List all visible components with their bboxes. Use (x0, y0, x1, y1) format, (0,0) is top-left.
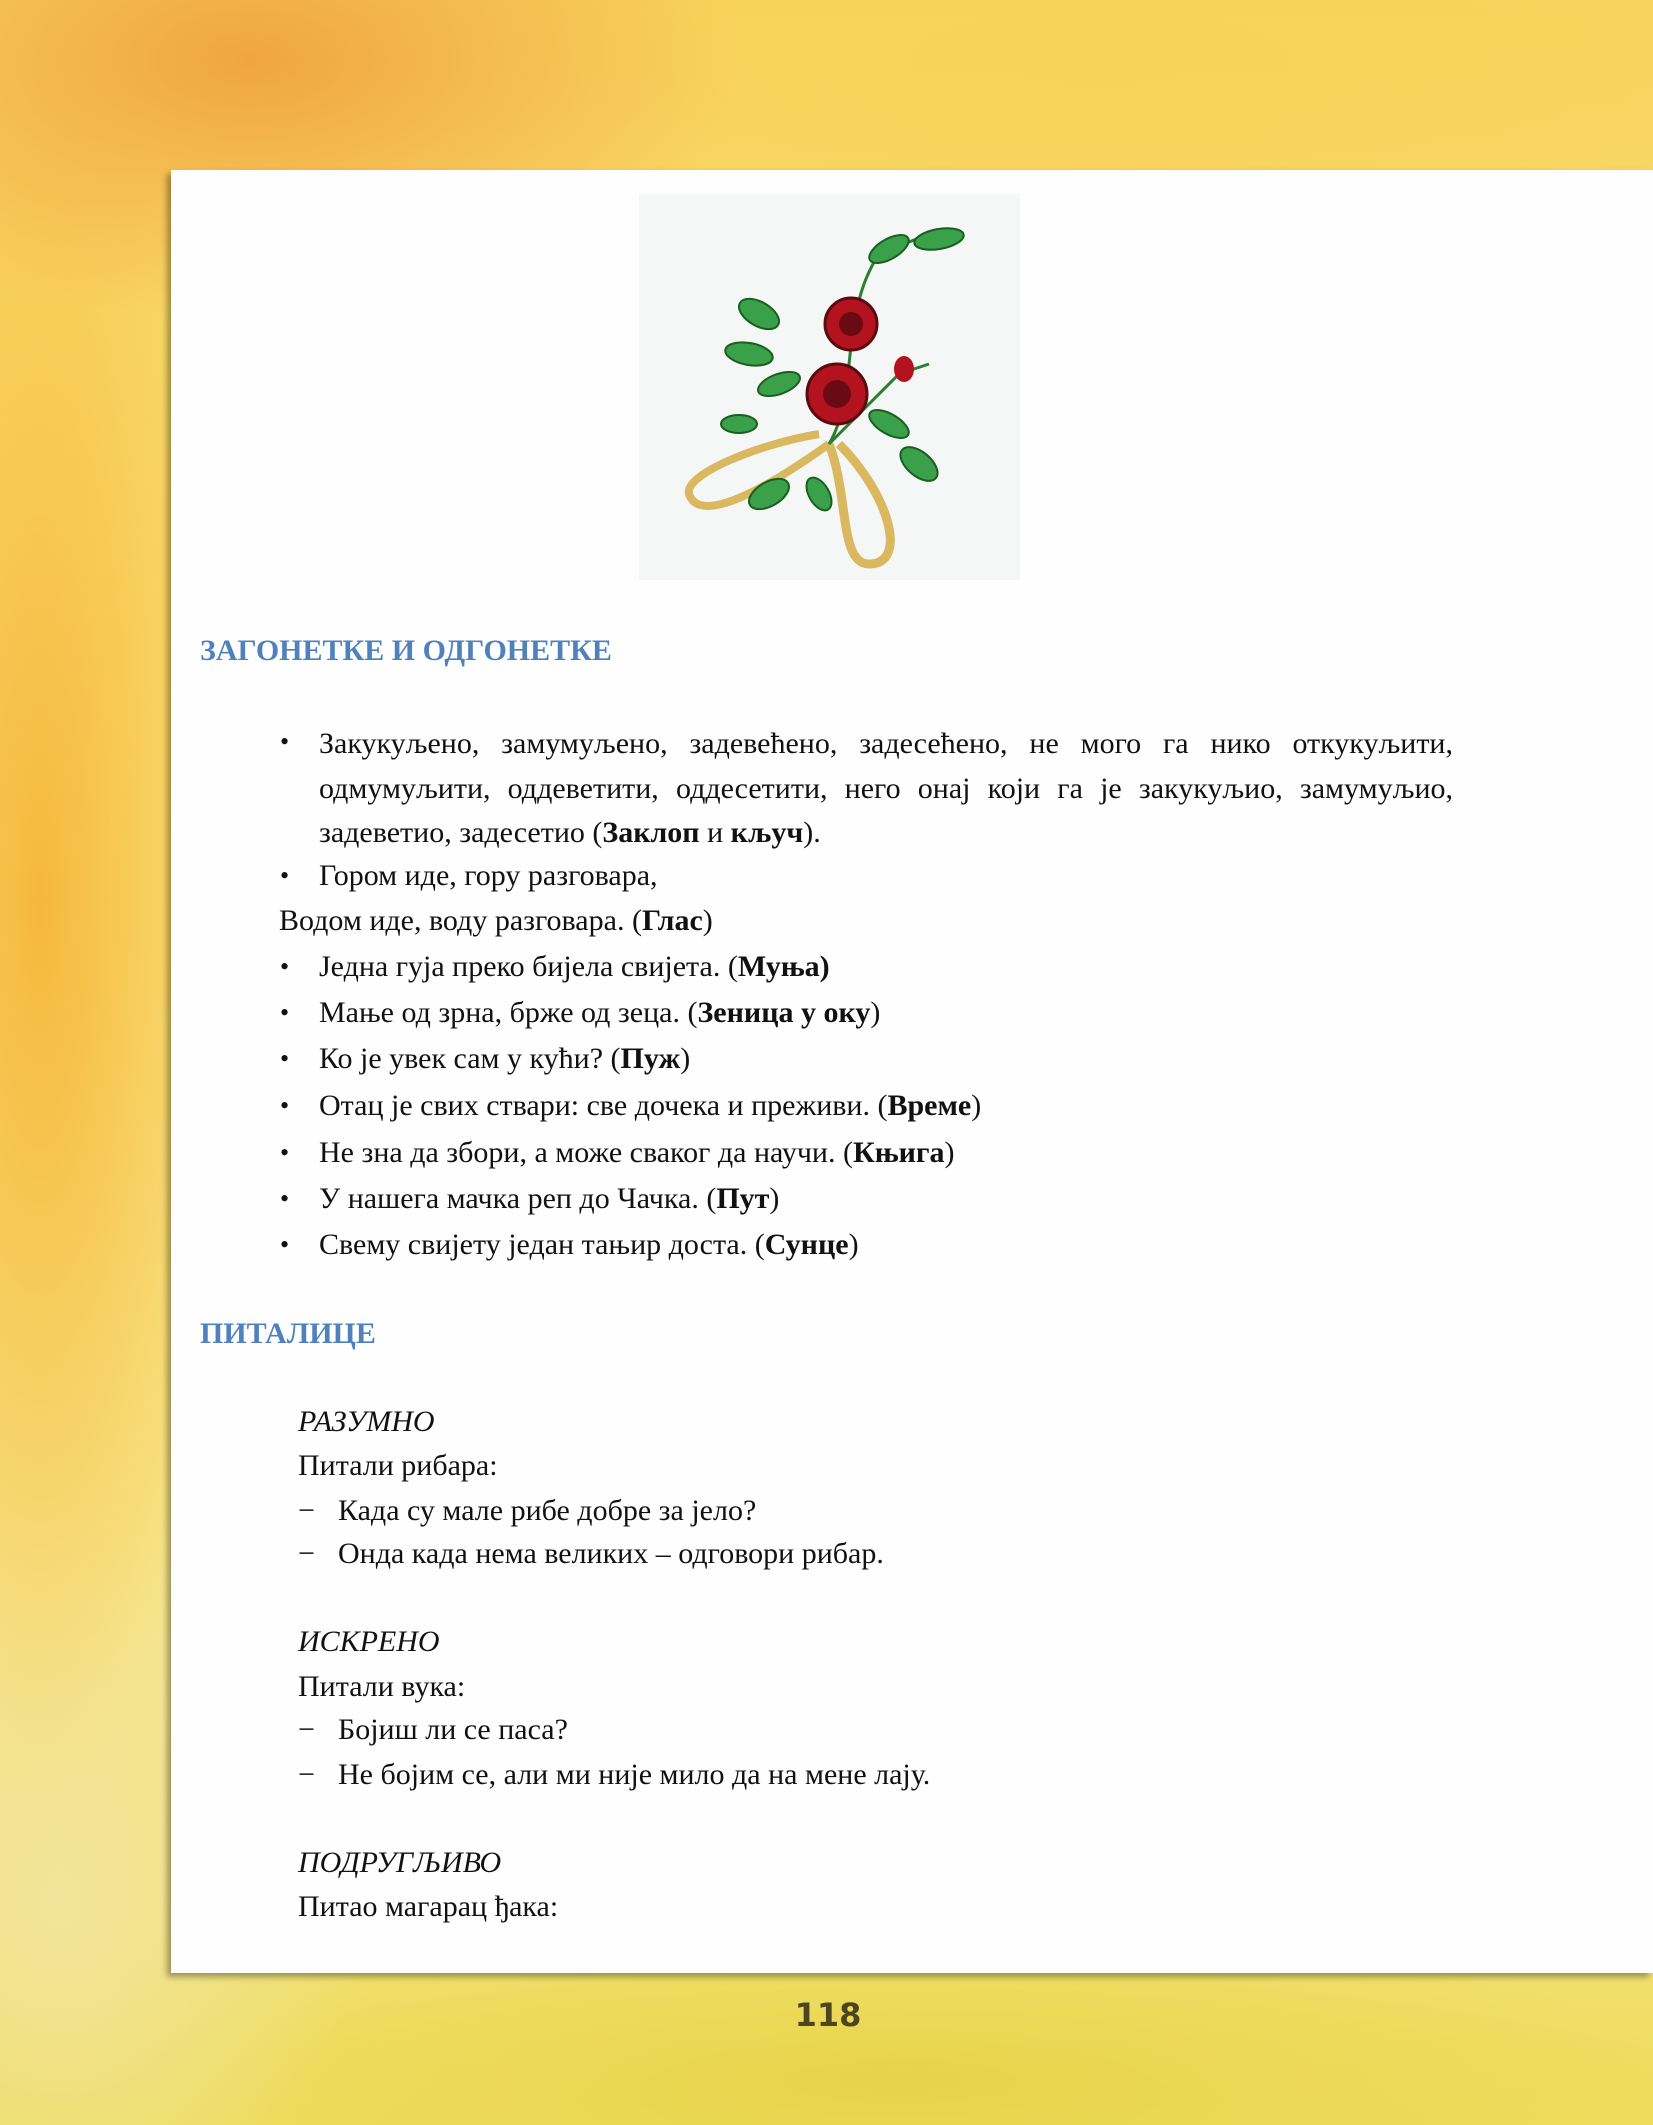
bullet: • (280, 1044, 290, 1073)
riddle-item: Свему свијету један тањир доста. (Сунце) (319, 1228, 859, 1261)
dialogue-line: Не бојим се, али ми није мило да на мене лају. (338, 1758, 931, 1791)
dash: − (298, 1713, 315, 1746)
riddle-item: Ко је увек сам у кући? (Пуж) (319, 1042, 691, 1075)
dialogue-line: Онда када нема великих – одговори рибар. (338, 1537, 884, 1570)
bullet: • (280, 952, 290, 981)
dash: − (298, 1537, 315, 1570)
dash: − (298, 1494, 315, 1527)
riddle-item: Једна гуја преко бијела свијета. (Муња) (319, 950, 830, 983)
riddle-line: Водом иде, воду разговара. (Глас) (279, 904, 713, 937)
riddle-item: Отац је свих ствари: све дочека и преживи. (Време) (319, 1089, 982, 1122)
bullet: • (280, 1230, 290, 1259)
bullet: • (280, 1138, 290, 1167)
riddle-item: Не зна да збори, а може сваког да научи. (Књига) (319, 1136, 955, 1169)
story-intro: Питали вука: (298, 1670, 466, 1703)
dialogue-line: Бојиш ли се паса? (338, 1713, 568, 1746)
embroidered-roses-illustration (639, 194, 1020, 580)
story-intro: Питали рибара: (298, 1449, 498, 1482)
bullet: • (280, 1184, 290, 1213)
section-title-riddles: ЗАГОНЕТКЕ И ОДГОНЕТКЕ (200, 634, 612, 667)
riddle-item: Мање од зрна, брже од зеца. (Зеница у оку) (319, 996, 881, 1029)
bullet: • (280, 861, 290, 890)
bullet: • (280, 1091, 290, 1120)
bullet: • (280, 727, 290, 756)
story-title: ИСКРЕНО (298, 1625, 440, 1658)
riddle-line: Гором иде, гору разговара, (319, 859, 658, 892)
story-intro: Питао магарац ђака: (298, 1890, 559, 1923)
riddle-item: У нашега мачка реп до Чачка. (Пут) (319, 1182, 780, 1215)
dialogue-line: Када су мале рибе добре за јело? (338, 1494, 757, 1527)
page-number: 118 (794, 1996, 862, 2034)
bullet: • (280, 998, 290, 1027)
section-title-questions: ПИТАЛИЦЕ (200, 1317, 376, 1350)
riddle-item: Закукуљено, замумуљено, задевећено, задесећено, не мого га нико откукуљити, одмумуљити, оддеветити, оддесетити, него онај који га је закукуљио, замумуљио, задеветио, задесетио (Заклоп и кључ). (319, 727, 1453, 849)
dash: − (298, 1758, 315, 1791)
story-title: ПОДРУГЉИВО (298, 1846, 502, 1879)
story-title: РАЗУМНО (298, 1405, 435, 1438)
